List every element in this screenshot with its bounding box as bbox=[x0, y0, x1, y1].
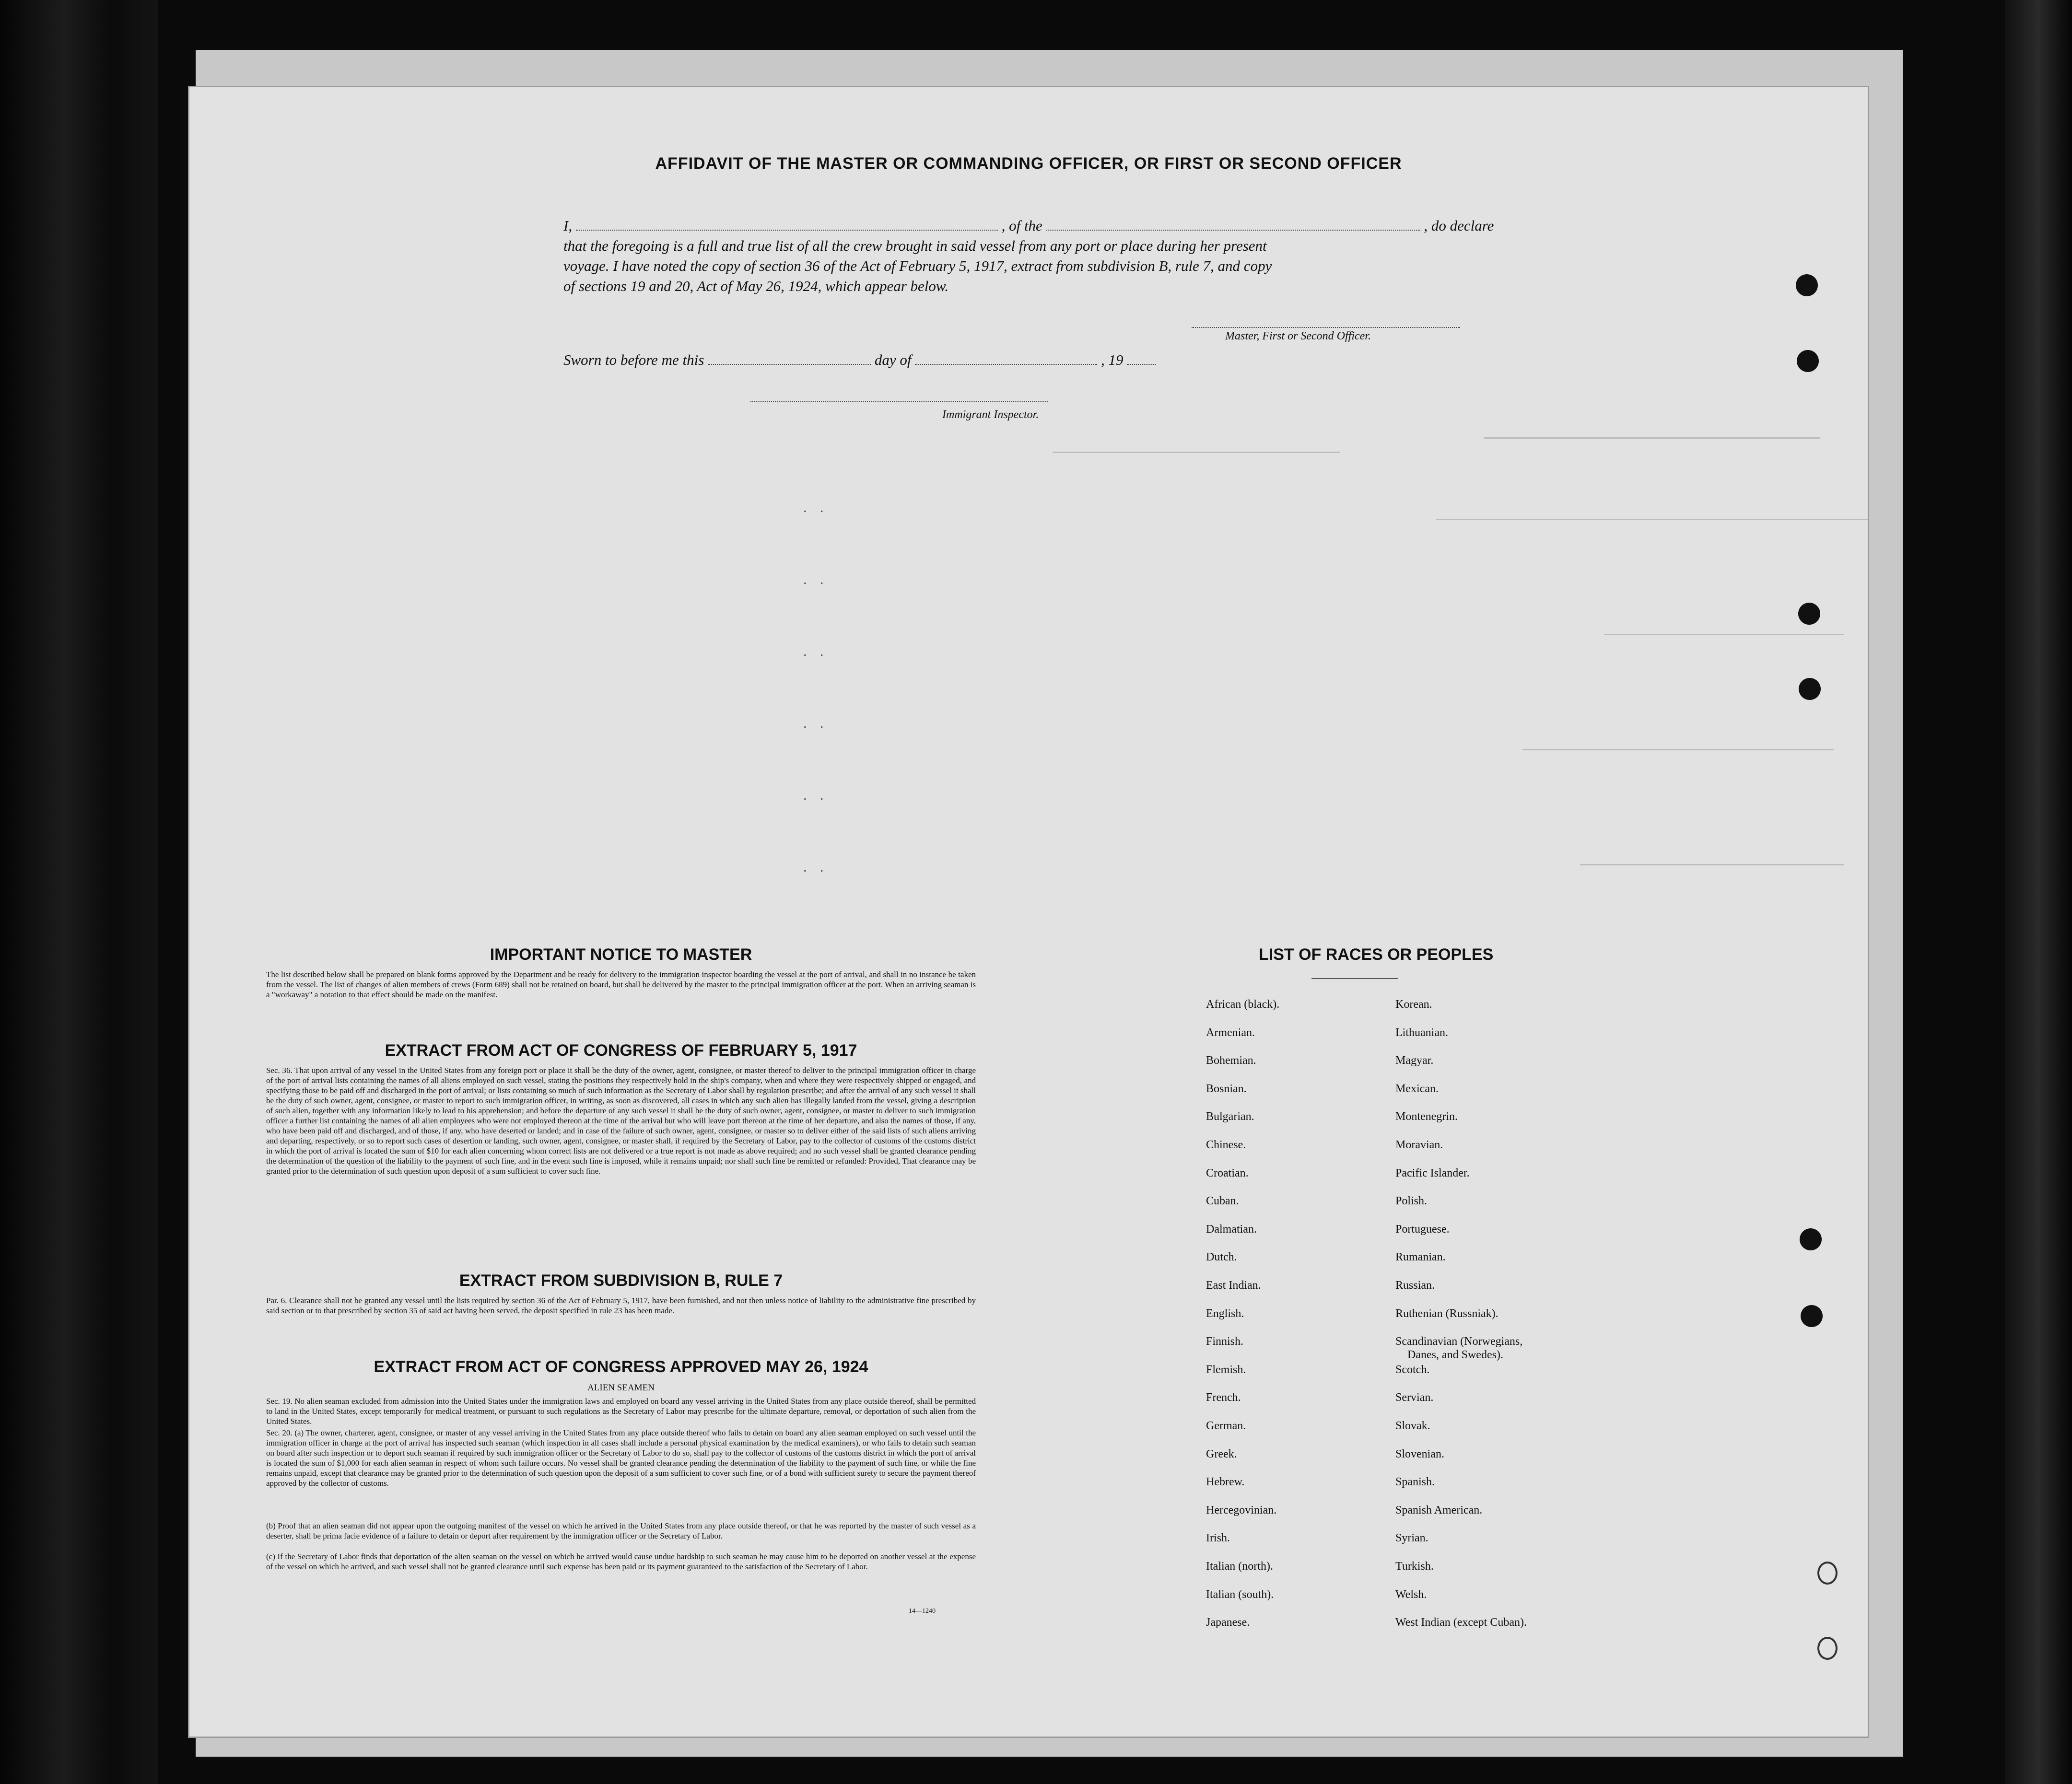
race-item: Mexican. bbox=[1395, 1082, 1439, 1095]
race-item: Montenegrin. bbox=[1395, 1110, 1458, 1123]
race-item: Bulgarian. bbox=[1206, 1110, 1254, 1123]
race-item: Slovak. bbox=[1395, 1420, 1430, 1432]
declare-label: , do declare bbox=[1424, 217, 1494, 234]
sworn-month-blank bbox=[915, 352, 1097, 365]
notice-title: IMPORTANT NOTICE TO MASTER bbox=[490, 945, 752, 964]
race-item: Bohemian. bbox=[1206, 1054, 1256, 1067]
bleed-through-mark bbox=[1522, 749, 1834, 750]
race-item: Croatian. bbox=[1206, 1166, 1249, 1179]
punch-hole bbox=[1797, 350, 1819, 372]
bleed-through-mark bbox=[1053, 452, 1340, 453]
vessel-blank bbox=[1046, 218, 1420, 231]
races-title-rule bbox=[1311, 978, 1398, 979]
leader-dots: . . bbox=[803, 500, 829, 515]
master-signature-caption: Master, First or Second Officer. bbox=[1225, 330, 1371, 342]
punch-hole bbox=[1799, 678, 1821, 700]
race-item: Flemish. bbox=[1206, 1363, 1246, 1376]
race-item: Spanish American. bbox=[1395, 1504, 1483, 1516]
race-item: Irish. bbox=[1206, 1532, 1230, 1545]
punch-hole bbox=[1817, 1562, 1838, 1585]
extract-1924-sec20c: (c) If the Secretary of Labor finds that deportation of the alien seaman on the vessel on which he arrived would cause undue hardship to such seaman he may cause him to be deported on another vessel at the expense of the vessel on which he arrived, and such vessel shall not be granted clearance until such expense has been paid or its payment guaranteed to the satisfaction of the Secretary of Labor. bbox=[266, 1552, 976, 1571]
sworn-year-blank bbox=[1127, 352, 1156, 365]
extract-1924-title: EXTRACT FROM ACT OF CONGRESS APPROVED MAY 26, 1924 bbox=[374, 1358, 868, 1376]
race-item: Dutch. bbox=[1206, 1251, 1237, 1264]
form-number: 14—1240 bbox=[909, 1608, 936, 1615]
extract-1924-sec19: Sec. 19. No alien seaman excluded from admission into the United States under the immigration laws and employed on board any vessel arriving in the United States from any place outside thereof, shall be permitted to land in the United States, except temporarily for medical treatment, or pursuant to such regulations as the Secretary of Labor may prescribe for the ultimate departure, removal, or deportation of such alien from the United States. bbox=[266, 1397, 976, 1426]
race-item: Finnish. bbox=[1206, 1335, 1244, 1348]
leader-dots: . . bbox=[803, 859, 829, 875]
punch-hole bbox=[1800, 1228, 1822, 1250]
race-item: Italian (north). bbox=[1206, 1560, 1273, 1573]
affidavit-title: AFFIDAVIT OF THE MASTER OR COMMANDING OFFICER, OR FIRST OR SECOND OFFICER bbox=[655, 154, 1402, 173]
race-item: Servian. bbox=[1395, 1391, 1434, 1404]
race-item: French. bbox=[1206, 1391, 1241, 1404]
race-item: Scandinavian (Norwegians, bbox=[1395, 1335, 1523, 1348]
bleed-through-mark bbox=[1580, 864, 1844, 865]
race-item: Pacific Islander. bbox=[1395, 1166, 1470, 1179]
bleed-through-mark bbox=[1604, 634, 1844, 635]
race-item: Turkish. bbox=[1395, 1560, 1434, 1573]
bleed-through-mark bbox=[1436, 519, 1868, 520]
sworn-day-blank bbox=[708, 352, 871, 365]
leader-dots: . . bbox=[803, 571, 829, 587]
race-item: East Indian. bbox=[1206, 1279, 1261, 1292]
bleed-through-mark bbox=[1484, 437, 1820, 439]
race-item: Hercegovinian. bbox=[1206, 1504, 1277, 1516]
name-blank bbox=[576, 218, 998, 231]
race-item: Moravian. bbox=[1395, 1139, 1443, 1151]
race-item: Portuguese. bbox=[1395, 1223, 1450, 1236]
punch-hole bbox=[1798, 603, 1820, 625]
race-item: Greek. bbox=[1206, 1447, 1237, 1460]
race-item: English. bbox=[1206, 1307, 1244, 1320]
race-item: African (black). bbox=[1206, 998, 1280, 1011]
leader-dots: . . bbox=[803, 715, 829, 731]
race-item: Korean. bbox=[1395, 998, 1432, 1011]
race-item: Magyar. bbox=[1395, 1054, 1434, 1067]
race-item: Polish. bbox=[1395, 1195, 1428, 1208]
document-page bbox=[189, 87, 1868, 1737]
race-item: Armenian. bbox=[1206, 1026, 1255, 1039]
race-item: Welsh. bbox=[1395, 1588, 1427, 1601]
subdivision-b-body: Par. 6. Clearance shall not be granted any vessel until the lists required by section 36 of the Act of February 5, 1917, have been furnished, and not then unless notice of liability to the administrative fine prescribed by said section or to that prescribed by section 35 of said act having been served, the deposit specified in rule 23 has been made. bbox=[266, 1296, 976, 1315]
race-item: Scotch. bbox=[1395, 1363, 1430, 1376]
race-item: Spanish. bbox=[1395, 1476, 1435, 1489]
sworn-label: Sworn to before me this bbox=[563, 351, 704, 368]
race-item: Hebrew. bbox=[1206, 1476, 1245, 1489]
punch-hole bbox=[1796, 274, 1818, 296]
affidavit-line: voyage. I have noted the copy of section 36 of the Act of February 5, 1917, extract from subdivision B, rule 7, and copy bbox=[563, 257, 1272, 274]
race-item: Lithuanian. bbox=[1395, 1026, 1448, 1039]
race-item: Bosnian. bbox=[1206, 1082, 1247, 1095]
affidavit-line: that the foregoing is a full and true list of all the crew brought in said vessel from any port or place during her present bbox=[563, 237, 1267, 254]
race-item: Italian (south). bbox=[1206, 1588, 1274, 1601]
scan-border-right bbox=[2005, 0, 2072, 1784]
vessel-label: , of the bbox=[1001, 217, 1042, 234]
affidavit-declaration-line bbox=[563, 216, 1686, 236]
punch-hole bbox=[1817, 1637, 1838, 1660]
punch-hole bbox=[1801, 1305, 1823, 1327]
race-item: Chinese. bbox=[1206, 1139, 1246, 1151]
declarant-label: I, bbox=[563, 217, 573, 234]
race-item: Japanese. bbox=[1206, 1616, 1250, 1629]
extract-1917-body: Sec. 36. That upon arrival of any vessel in the United States from any foreign port or place it shall be the duty of the owner, agent, consignee, or master thereof to deliver to the principal immigration officer in charge of the port of arrival lists containing the names of all aliens employed on such vessel, stating the positions they respectively hold in the ship's company, when and where they were respectively shipped or engaged, and specifying those to be paid off and discharged in the port of arrival; or lists containing so much of such information as the Secretary of Labor shall by regulation prescribe; and after the arrival of any such vessel it shall be the duty of such owner, agent, consignee, or master to report to such immigration officer, in writing, as soon as discovered, all cases in which any such alien has illegally landed from the vessel, giving a description of such alien, together with any information likely to lead to his apprehension; and before the departure of any such vessel it shall be the duty of such owner, agent, consignee, or master to deliver to such immigration officer a further list containing the names of all alien employees who were not employed thereon at the time of the arrival but who will leave port thereon at the time of her departure, and also the names of those, if any, who have been paid off and discharged, and of those, if any, who have deserted or landed; and in case of the failure of such owner, agent, consignee, or master so to deliver either of the said lists of such aliens arriving and departing, respectively, or so to report such cases of desertion or landing, such owner, agent, consignee, or master shall, if required by the Secretary of Labor, pay to the collector of customs of the customs district in which the port of arrival is located the sum of $10 for each alien concerning whom correct lists are not delivered or a true report is not made as above required; and no such vessel shall be granted clearance pending the determination of the question of the liability to the payment of such fine, and in the event such fine is imposed, while it remains unpaid; nor shall such fine be remitted or refunded: Provided, That clearance may be granted prior to the determination of such question upon deposit of a sum sufficient to cover such fine. bbox=[266, 1066, 976, 1176]
races-title: LIST OF RACES OR PEOPLES bbox=[1259, 945, 1494, 964]
notice-body: The list described below shall be prepared on blank forms approved by the Department and be ready for delivery to the immigration inspector boarding the vessel at the port of arrival, and shall in no instance be taken from the vessel. The list of changes of alien members of crews (Form 689) shall not be retained on board, but shall be delivered by the master to the principal immigration officer at the port. When an arriving seaman is a "workaway" a notation to that effect should be made on the manifest. bbox=[266, 970, 976, 999]
race-item: Danes, and Swedes). bbox=[1407, 1349, 1503, 1362]
master-signature-line bbox=[1192, 327, 1460, 328]
extract-1917-title: EXTRACT FROM ACT OF CONGRESS OF FEBRUARY 5, 1917 bbox=[385, 1041, 857, 1060]
inspector-signature-line bbox=[750, 401, 1048, 402]
subdivision-b-title: EXTRACT FROM SUBDIVISION B, RULE 7 bbox=[459, 1271, 783, 1290]
race-item: German. bbox=[1206, 1420, 1246, 1432]
extract-1924-subtitle: ALIEN SEAMEN bbox=[587, 1383, 655, 1393]
affidavit-line: of sections 19 and 20, Act of May 26, 1924, which appear below. bbox=[563, 278, 949, 294]
race-item: Rumanian. bbox=[1395, 1251, 1446, 1264]
sworn-line bbox=[563, 350, 1686, 370]
leader-dots: . . bbox=[803, 787, 829, 803]
extract-1924-sec20: Sec. 20. (a) The owner, charterer, agent, consignee, or master of any vessel arriving in the United States from any place outside thereof who fails to detain on board any alien seaman employed on such vessel until the immigration officer in charge at the port of arrival has inspected such seaman (which inspection in all cases shall include a personal physical examination by the medical examiners), or who fails to detain such seaman on board after such inspection or to deport such seaman if required by such immigration officer or the Secretary of Labor to do so, shall pay to the collector of customs of the customs district in which the port of arrival is located the sum of $1,000 for each alien seaman in respect of whom such failure occurs. No vessel shall be granted clearance pending the determination of the liability to the payment of such fine, or while the fine remains unpaid, except that clearance may be granted prior to the determination of such question upon the deposit of a sum sufficient to cover such fine, or of a bond with sufficient surety to secure the payment thereof approved by the collector of customs. bbox=[266, 1428, 976, 1488]
extract-1924-sec20b: (b) Proof that an alien seaman did not appear upon the outgoing manifest of the vessel on which he arrived in the United States from any place outside thereof, or that he was reported by the master of such vessel as a deserter, shall be prima facie evidence of a failure to detain or deport after requirement by the immigration officer or the Secretary of Labor. bbox=[266, 1521, 976, 1540]
race-item: Russian. bbox=[1395, 1279, 1435, 1292]
race-item: Cuban. bbox=[1206, 1195, 1239, 1208]
day-of-label: day of bbox=[874, 351, 912, 368]
year-label: , 19 bbox=[1100, 351, 1124, 368]
race-item: West Indian (except Cuban). bbox=[1395, 1616, 1527, 1629]
scan-border-left bbox=[0, 0, 158, 1784]
race-item: Syrian. bbox=[1395, 1532, 1428, 1545]
race-item: Slovenian. bbox=[1395, 1447, 1444, 1460]
race-item: Ruthenian (Russniak). bbox=[1395, 1307, 1498, 1320]
leader-dots: . . bbox=[803, 643, 829, 659]
race-item: Dalmatian. bbox=[1206, 1223, 1257, 1236]
inspector-caption: Immigrant Inspector. bbox=[942, 408, 1039, 421]
